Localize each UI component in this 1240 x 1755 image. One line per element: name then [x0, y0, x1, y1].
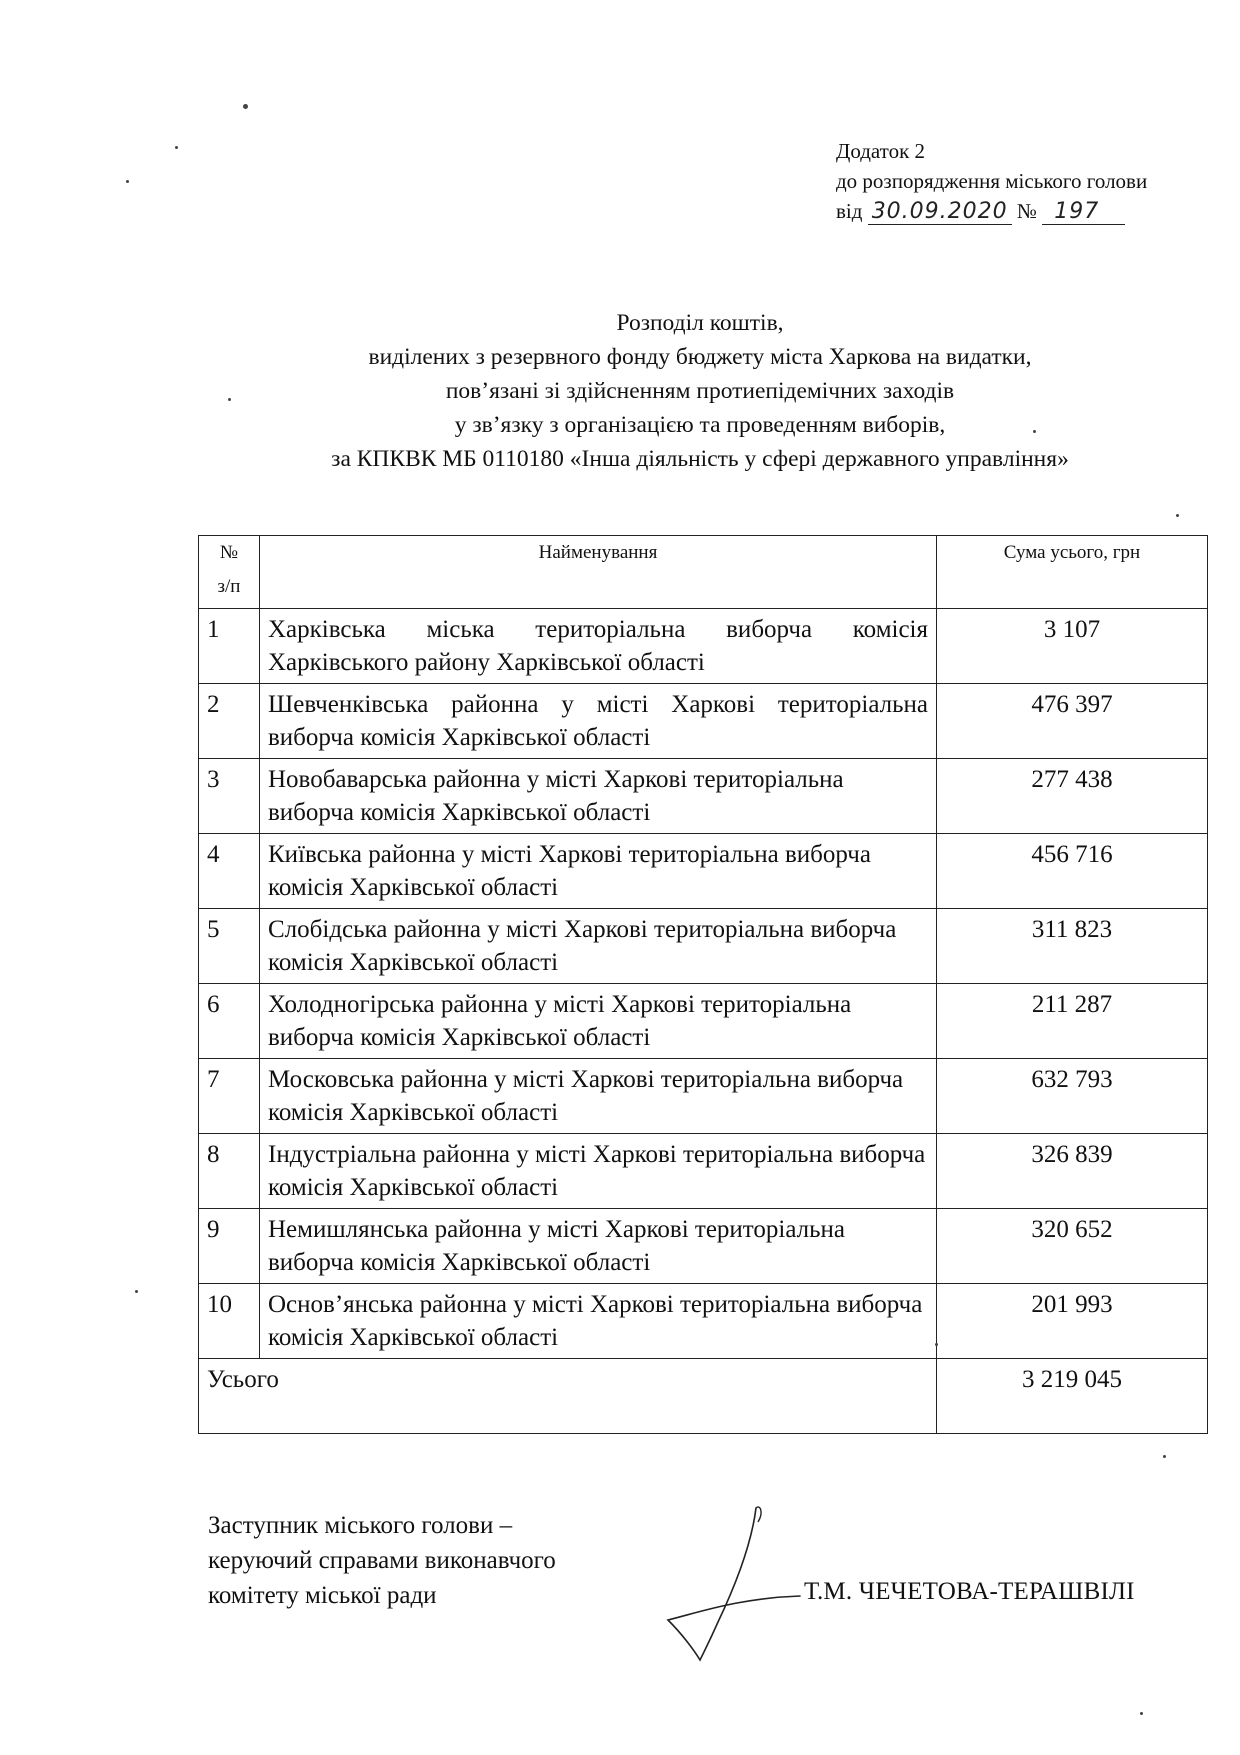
annex-title: Додаток 2: [836, 139, 926, 163]
table-total-row: [199, 1359, 1208, 1434]
row-number: 6: [199, 984, 260, 1059]
row-name: Київська районна у місті Харкові територіальна виборча комісія Харківської області: [260, 834, 937, 909]
scan-speck: [126, 180, 129, 183]
header-number-symbol: №: [219, 542, 239, 563]
allocation-table: [198, 535, 1208, 1434]
title-line-3: пов’язані зі здійсненням протиепідемічних заходів: [445, 378, 955, 404]
annex-number-label: №: [1016, 199, 1037, 223]
scan-speck: [228, 398, 231, 401]
row-name: Основ’янська районна у місті Харкові територіальна виборча комісія Харківської області: [260, 1284, 937, 1359]
annex-from-label: від: [836, 199, 863, 223]
document-title: [190, 306, 1210, 476]
row-name: Московська районна у місті Харкові територіальна виборча комісія Харківської області: [260, 1059, 937, 1134]
total-sum: 3 219 045: [937, 1359, 1208, 1434]
header-sum: Сума усього, грн: [937, 536, 1208, 609]
row-name: Новобаварська районна у місті Харкові територіальна виборча комісія Харківської області: [260, 759, 937, 834]
row-number: 8: [199, 1134, 260, 1209]
signatory-line-2: керуючий справами виконавчого: [208, 1547, 556, 1574]
scan-speck: [135, 1290, 138, 1293]
table-row: [199, 1209, 1208, 1284]
title-line-4: у зв’язку з організацією та проведенням виборів,: [454, 412, 946, 438]
handwritten-signature: [660, 1500, 810, 1670]
header-number: [199, 536, 260, 609]
table-row: [199, 1134, 1208, 1209]
row-sum: 456 716: [937, 834, 1208, 909]
header-name: Найменування: [260, 536, 937, 609]
row-name: Немишлянська районна у місті Харкові територіальна виборча комісія Харківської області: [260, 1209, 937, 1284]
signatory-line-3: комітету міської ради: [208, 1582, 437, 1609]
row-number: 4: [199, 834, 260, 909]
row-sum: 3 107: [937, 609, 1208, 684]
scan-speck: [1163, 1455, 1166, 1458]
row-name: Індустріальна районна у місті Харкові територіальна виборча комісія Харківської області: [260, 1134, 937, 1209]
table-header-row: [199, 536, 1208, 609]
table-row: [199, 834, 1208, 909]
scan-speck: [1033, 430, 1036, 433]
row-sum: 476 397: [937, 684, 1208, 759]
signatory-name: Т.М. ЧЕЧЕТОВА-ТЕРАШВІЛІ: [804, 1578, 1135, 1605]
row-number: 9: [199, 1209, 260, 1284]
row-number: 1: [199, 609, 260, 684]
row-sum: 277 438: [937, 759, 1208, 834]
scan-speck: [243, 104, 248, 109]
row-name: Холодногірська районна у місті Харкові територіальна виборча комісія Харківської області: [260, 984, 937, 1059]
table-row: [199, 1284, 1208, 1359]
row-sum: 320 652: [937, 1209, 1208, 1284]
table-row: [199, 684, 1208, 759]
row-name: Харківська міська територіальна виборча комісія Харківського району Харківської області: [260, 609, 937, 684]
table-row: [199, 1059, 1208, 1134]
row-number: 2: [199, 684, 260, 759]
scan-speck: [1140, 1712, 1143, 1715]
annex-block: [836, 136, 1147, 226]
row-number: 5: [199, 909, 260, 984]
annex-subtitle: до розпорядження міського голови: [836, 169, 1148, 193]
row-number: 10: [199, 1284, 260, 1359]
row-sum: 326 839: [937, 1134, 1208, 1209]
table-row: [199, 609, 1208, 684]
title-line-2: виділених з резервного фонду бюджету міста Харкова на видатки,: [368, 344, 1032, 370]
title-line-5: за КПКВК МБ 0110180 «Інша діяльність у сфері державного управління»: [331, 446, 1069, 472]
row-number: 7: [199, 1059, 260, 1134]
scan-speck: [935, 1343, 938, 1346]
signatory-position: [208, 1508, 556, 1613]
title-line-1: Розподіл коштів,: [616, 310, 784, 336]
header-number-abbr: з/п: [217, 576, 241, 597]
scan-speck: [175, 146, 178, 149]
scan-speck: [1176, 514, 1179, 517]
row-sum: 311 823: [937, 909, 1208, 984]
row-sum: 201 993: [937, 1284, 1208, 1359]
table-row: [199, 984, 1208, 1059]
row-name: Слобідська районна у місті Харкові територіальна виборча комісія Харківської області: [260, 909, 937, 984]
annex-date-line: [836, 196, 1147, 226]
table-row: [199, 759, 1208, 834]
signatory-line-1: Заступник міського голови –: [208, 1512, 513, 1539]
row-number: 3: [199, 759, 260, 834]
row-sum: 211 287: [937, 984, 1208, 1059]
annex-number-handwritten: 197: [1042, 200, 1125, 225]
row-sum: 632 793: [937, 1059, 1208, 1134]
total-label: Усього: [199, 1359, 937, 1434]
table-row: [199, 909, 1208, 984]
row-name: Шевченківська районна у місті Харкові територіальна виборча комісія Харківської області: [260, 684, 937, 759]
annex-date-handwritten: 30.09.2020: [868, 200, 1012, 225]
